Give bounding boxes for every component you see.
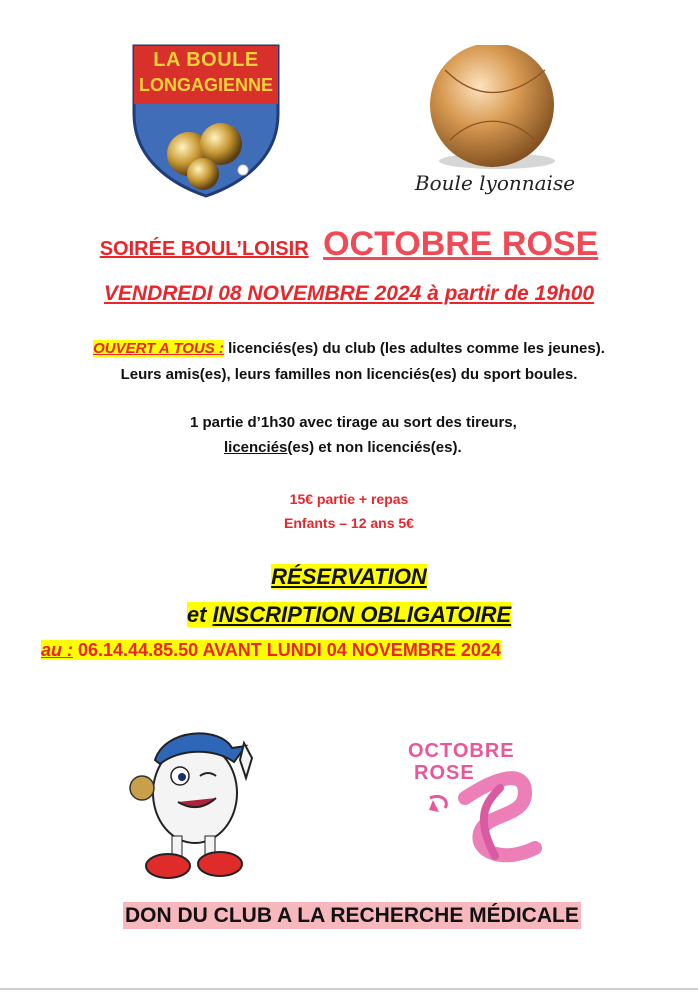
price-line1: 15€ partie + repas bbox=[289, 491, 409, 507]
reservation-obligatoire: INSCRIPTION OBLIGATOIRE bbox=[212, 602, 512, 627]
reservation-line2 bbox=[0, 602, 698, 628]
open-line2: Leurs amis(es), leurs familles non licenciés(es) du sport boules. bbox=[120, 366, 578, 383]
reservation-inscription bbox=[187, 602, 511, 627]
club-logo-line2: LONGAGIENNE bbox=[138, 75, 273, 95]
partie-line2-rest: (es) et non licenciés(es). bbox=[287, 439, 462, 456]
boule-lyonnaise-logo bbox=[405, 45, 585, 205]
title-part1: SOIRÉE BOUL’LOISIR bbox=[99, 238, 309, 260]
open-line1-text: licenciés(es) du club (les adultes comme les jeunes). bbox=[223, 340, 605, 357]
reservation-title: RÉSERVATION bbox=[271, 564, 427, 589]
boule-lyonnaise-caption: Boule lyonnaise bbox=[414, 171, 576, 195]
reservation-line1 bbox=[0, 564, 698, 590]
club-logo bbox=[131, 44, 281, 199]
partie-licencies: licenciés bbox=[224, 439, 288, 456]
open-line1 bbox=[0, 340, 698, 357]
partie-line2 bbox=[224, 439, 462, 456]
octobre-word: OCTOBRE bbox=[408, 740, 515, 762]
event-date: VENDREDI 08 NOVEMBRE 2024 à partir de 19h00 bbox=[103, 282, 595, 305]
contact-text bbox=[41, 640, 501, 660]
page-bottom-border bbox=[0, 988, 698, 990]
boule-mascot-illustration bbox=[120, 718, 280, 883]
event-title bbox=[0, 225, 698, 264]
don-text: DON DU CLUB A LA RECHERCHE MÉDICALE bbox=[125, 904, 579, 927]
club-logo-line1: LA BOULE bbox=[153, 49, 259, 71]
contact-label: au : bbox=[41, 640, 74, 660]
open-label: OUVERT A TOUS : bbox=[93, 340, 224, 357]
partie-line1: 1 partie d’1h30 avec tirage au sort des tireurs, bbox=[190, 414, 517, 431]
reservation-contact bbox=[41, 640, 501, 661]
title-part2: OCTOBRE ROSE bbox=[323, 225, 599, 263]
rose-word: ROSE bbox=[414, 762, 475, 784]
reservation-et: et bbox=[186, 602, 213, 627]
contact-number: 06.14.44.85.50 AVANT LUNDI 04 NOVEMBRE 2024 bbox=[73, 640, 501, 660]
price-line2: Enfants – 12 ans 5€ bbox=[284, 515, 414, 531]
octobre-rose-logo bbox=[405, 738, 555, 868]
don-banner bbox=[123, 904, 581, 928]
